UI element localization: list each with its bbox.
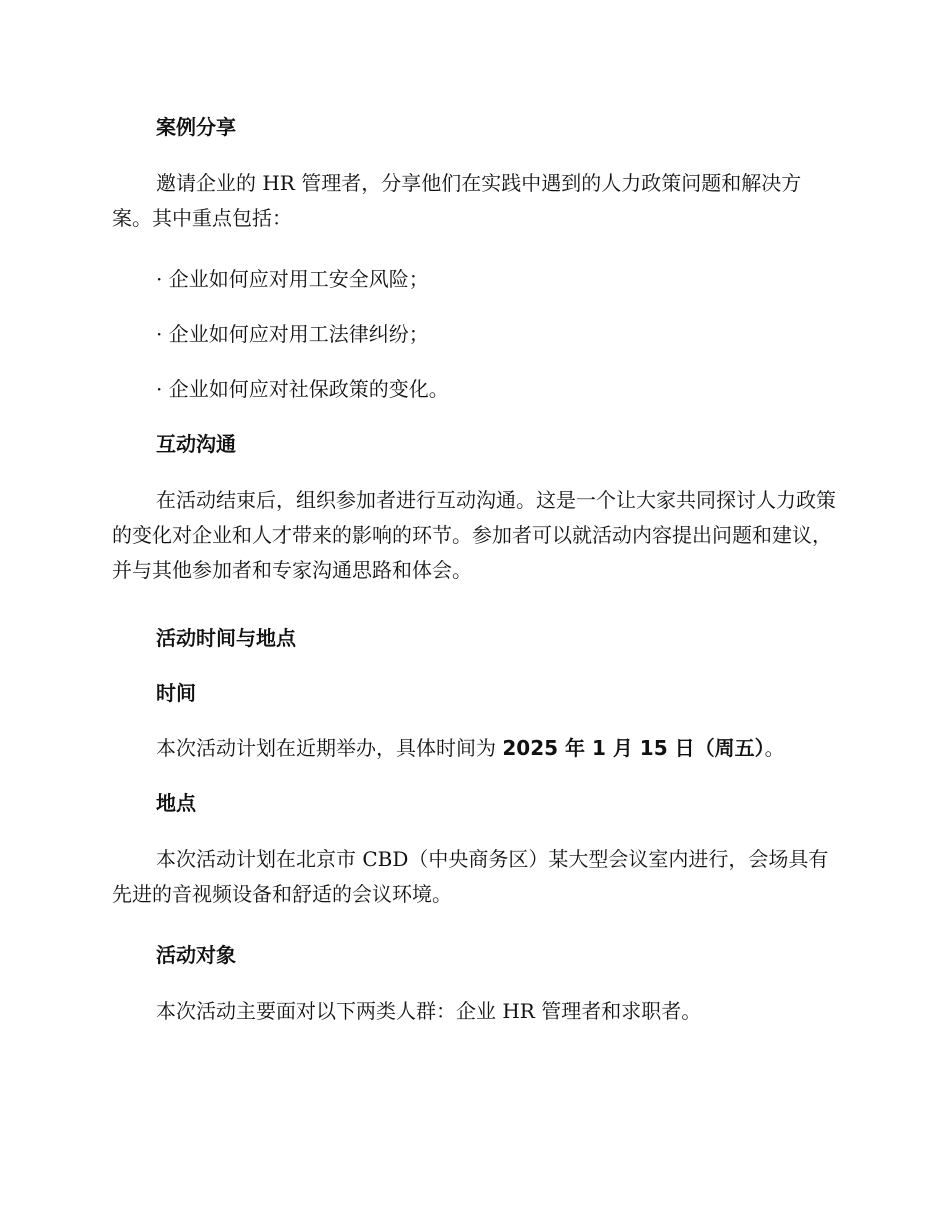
heading-case-sharing: 案例分享 <box>156 115 236 139</box>
heading-time-place: 活动时间与地点 <box>156 626 296 650</box>
bullet-item-2: · 企业如何应对用工法律纠纷； <box>156 322 429 346</box>
heading-time: 时间 <box>156 681 196 705</box>
event-date: 2025 年 1 月 15 日（周五） <box>502 736 765 760</box>
heading-place: 地点 <box>156 791 196 815</box>
bullet-item-1: · 企业如何应对用工安全风险； <box>156 267 429 291</box>
bullet-item-3: · 企业如何应对社保政策的变化。 <box>156 377 449 401</box>
time-text-before: 本次活动计划在近期举办，具体时间为 <box>156 736 503 760</box>
time-text-after: 。 <box>764 736 785 760</box>
para-audience: 本次活动主要面对以下两类人群：企业 HR 管理者和求职者。 <box>156 999 702 1023</box>
para-interaction: 在活动结束后，组织参加者进行互动沟通。这是一个让大家共同探讨人力政策的变化对企业和人才带来的影响的环节。参加者可以就活动内容提出问题和建议，并与其他参加者和专家沟通思路和体会。 <box>112 488 836 582</box>
heading-interaction: 互动沟通 <box>156 432 236 456</box>
para-case-sharing: 邀请企业的 HR 管理者，分享他们在实践中遇到的人力政策问题和解决方案。其中重点包括： <box>112 171 802 230</box>
heading-audience: 活动对象 <box>156 943 236 967</box>
para-place: 本次活动计划在北京市 CBD（中央商务区）某大型会议室内进行，会场具有先进的音视频设备和舒适的会议环境。 <box>112 847 829 906</box>
para-time <box>112 731 838 766</box>
